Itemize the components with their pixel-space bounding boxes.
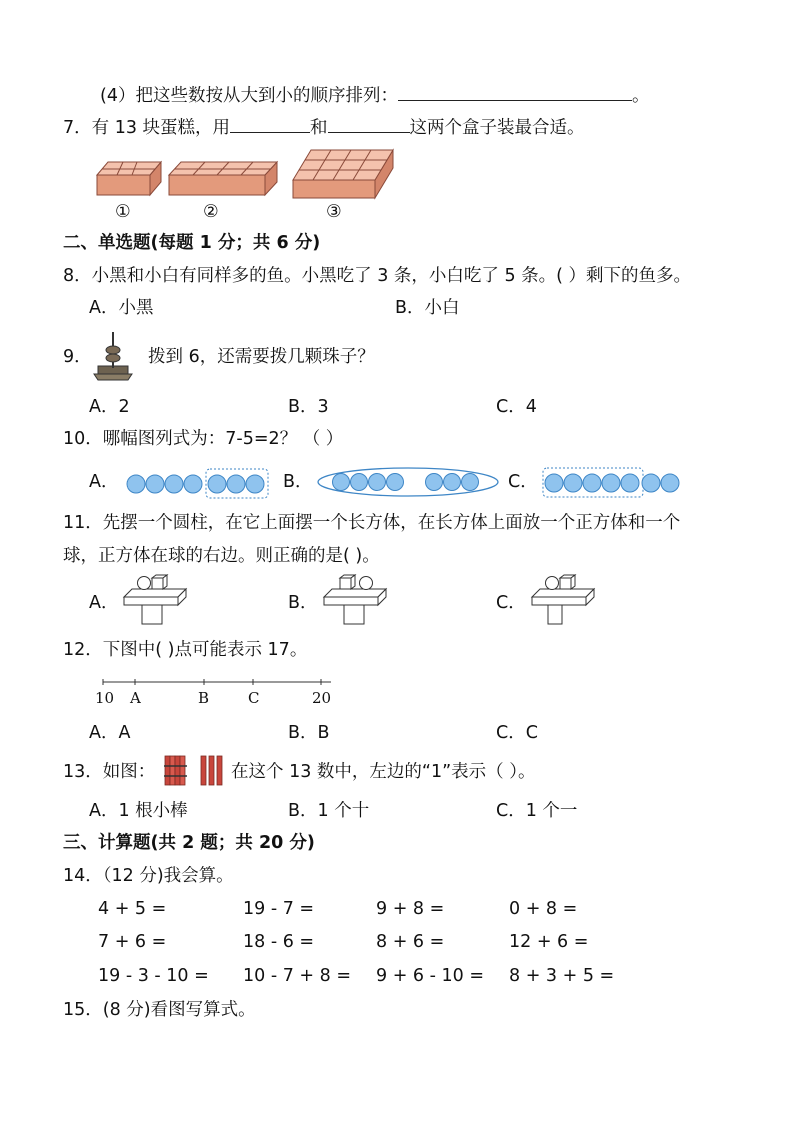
calc-r2-c4: 12 + 6 = bbox=[509, 932, 589, 952]
calc-r3-c2: 10 - 7 + 8 = bbox=[243, 966, 351, 986]
q8-option-b[interactable]: B．小白 bbox=[395, 298, 460, 318]
calc-r1-c4: 0 + 8 = bbox=[509, 899, 578, 919]
q9-option-a[interactable]: A．2 bbox=[89, 397, 130, 417]
q10-beads-b bbox=[316, 465, 501, 499]
q8-stem: 8．小黑和小白有同样多的鱼。小黑吃了 3 条，小白吃了 5 条。( ）剩下的鱼多。 bbox=[63, 266, 692, 286]
q7-blank-2[interactable] bbox=[328, 114, 410, 133]
section-2-title: 二、单选题(每题 1 分；共 6 分) bbox=[63, 233, 321, 253]
q13-option-b[interactable]: B．1 个十 bbox=[288, 801, 370, 821]
section-3-title: 三、计算题(共 2 题；共 20 分) bbox=[63, 833, 315, 853]
q6-4-text: (4）把这些数按从大到小的顺序排列： bbox=[100, 86, 398, 106]
cake-box-3 bbox=[293, 150, 393, 198]
q11-figure-c bbox=[530, 575, 598, 625]
q12-tick-20: 20 bbox=[312, 689, 332, 707]
q7-line bbox=[63, 114, 585, 140]
q10-option-c[interactable]: C． bbox=[508, 472, 538, 492]
q11-option-a[interactable]: A． bbox=[89, 593, 119, 613]
q7-label-1: ① bbox=[115, 202, 131, 222]
q6-4-line bbox=[100, 82, 649, 108]
abacus-icon bbox=[92, 328, 136, 384]
q12-option-b[interactable]: B．B bbox=[288, 723, 330, 743]
q7-label-2: ② bbox=[203, 202, 219, 222]
q9-stem: 拨到 6，还需要拨几颗珠子？ bbox=[148, 347, 375, 367]
q11-option-b[interactable]: B． bbox=[288, 593, 318, 613]
q10-beads-c bbox=[542, 465, 692, 499]
q12-tick-b: B bbox=[198, 689, 210, 707]
q12-option-a[interactable]: A．A bbox=[89, 723, 131, 743]
q15-stem: 15．(8 分)看图写算式。 bbox=[63, 1000, 256, 1020]
q14-stem: 14．（12 分)我会算。 bbox=[63, 866, 234, 886]
q12-tick-10: 10 bbox=[95, 689, 115, 707]
q11-line-2: 球，正方体在球的右边。则正确的是( )。 bbox=[63, 546, 380, 566]
cake-box-1 bbox=[97, 162, 161, 195]
stick-bundle-icon bbox=[163, 754, 229, 788]
calc-r1-c3: 9 + 8 = bbox=[376, 899, 445, 919]
calc-r1-c1: 4 + 5 = bbox=[98, 899, 167, 919]
q11-figure-b bbox=[322, 575, 390, 625]
calc-r3-c4: 8 + 3 + 5 = bbox=[509, 966, 615, 986]
q11-option-c[interactable]: C． bbox=[496, 593, 526, 613]
q10-stem: 10．哪幅图列式为：7-5=2？ （ ） bbox=[63, 429, 344, 449]
q10-option-b[interactable]: B． bbox=[283, 472, 313, 492]
calc-r2-c2: 18 - 6 = bbox=[243, 932, 315, 952]
calc-r3-c1: 19 - 3 - 10 = bbox=[98, 966, 209, 986]
q8-option-a[interactable]: A．小黑 bbox=[89, 298, 154, 318]
q7-post: 这两个盒子装最合适。 bbox=[409, 118, 585, 138]
calc-r1-c2: 19 - 7 = bbox=[243, 899, 315, 919]
q13-option-c[interactable]: C．1 个一 bbox=[496, 801, 578, 821]
q12-tick-c: C bbox=[248, 689, 260, 707]
q12-option-c[interactable]: C．C bbox=[496, 723, 538, 743]
q9-num: 9． bbox=[63, 347, 92, 367]
q9-option-b[interactable]: B．3 bbox=[288, 397, 329, 417]
q7-pre: 7．有 13 块蛋糕，用 bbox=[63, 118, 231, 138]
q6-4-end: 。 bbox=[631, 86, 650, 106]
q13-post: 在这个 13 数中，左边的“1”表示（ ）。 bbox=[231, 762, 536, 782]
q7-mid: 和 bbox=[310, 118, 328, 138]
q10-option-a[interactable]: A． bbox=[89, 472, 119, 492]
calc-r2-c1: 7 + 6 = bbox=[98, 932, 167, 952]
single-sticks-icon bbox=[201, 756, 222, 785]
q10-beads-a bbox=[125, 465, 275, 499]
q12-stem: 12．下图中( )点可能表示 17。 bbox=[63, 640, 308, 660]
q13-pre: 13．如图： bbox=[63, 762, 156, 782]
q13-option-a[interactable]: A．1 根小棒 bbox=[89, 801, 188, 821]
q7-label-3: ③ bbox=[326, 202, 342, 222]
q7-blank-1[interactable] bbox=[230, 114, 310, 133]
q7-cake-boxes bbox=[95, 150, 405, 220]
q6-4-answer-blank[interactable] bbox=[398, 82, 632, 101]
q9-option-c[interactable]: C．4 bbox=[496, 397, 537, 417]
calc-r2-c3: 8 + 6 = bbox=[376, 932, 445, 952]
q11-figure-a bbox=[122, 575, 190, 625]
cake-box-2 bbox=[169, 162, 277, 195]
q11-line-1: 11．先摆一个圆柱，在它上面摆一个长方体，在长方体上面放一个正方体和一个 bbox=[63, 513, 681, 533]
calc-r3-c3: 9 + 6 - 10 = bbox=[376, 966, 484, 986]
q12-tick-a: A bbox=[130, 689, 141, 707]
